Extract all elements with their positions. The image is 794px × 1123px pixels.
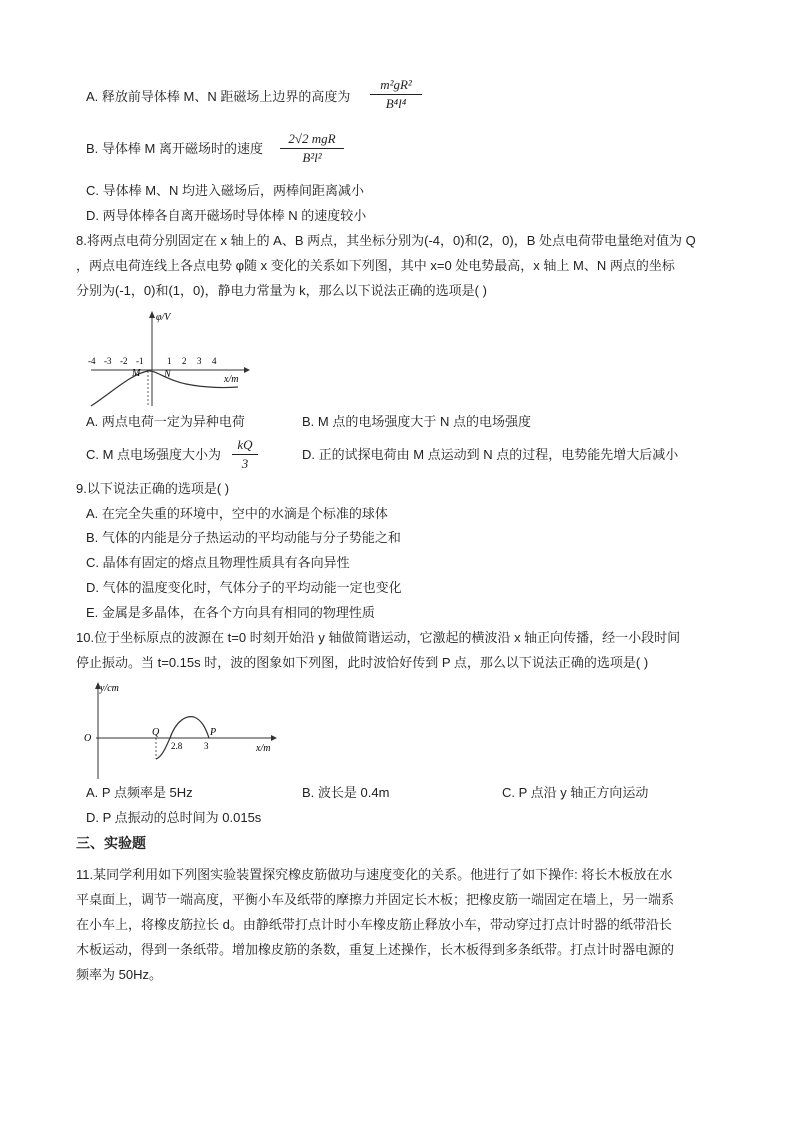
q8-tick-neg4: -4 xyxy=(88,356,96,366)
q7-option-b-fraction xyxy=(280,131,344,166)
q7-option-a: A. 释放前导体棒 M、N 距磁场上边界的高度为 xyxy=(86,89,351,104)
q10-point-p: P xyxy=(210,727,217,738)
q10-y-label: y/cm xyxy=(100,683,119,694)
q10-origin-label: O xyxy=(84,733,92,744)
q8-tick-neg3: -3 xyxy=(104,356,112,366)
q7-option-c: C. 导体棒 M、N 均进入磁场后，两棒间距离减小 xyxy=(86,183,365,198)
q8-option-a: A. 两点电荷一定为异种电荷 xyxy=(86,414,245,429)
q8-y-label: φ/V xyxy=(156,312,171,323)
q11-line4: 木板运动，得到一条纸带。增加橡皮筋的条数，重复上述操作，长木板得到多条纸带。打点计时器电源的 xyxy=(76,942,675,957)
q7-a-denominator: B⁴l⁴ xyxy=(385,96,407,111)
q8-tick-2: 2 xyxy=(182,356,187,366)
q9-option-c: C. 晶体有固定的熔点且物理性质具有各向异性 xyxy=(86,555,350,570)
q10-tick-3: 3 xyxy=(204,741,209,751)
q7-b-denominator: B²l² xyxy=(302,150,322,165)
q8-tick-3: 3 xyxy=(197,356,202,366)
q9-option-a: A. 在完全失重的环境中，空中的水滴是个标准的球体 xyxy=(86,506,388,521)
q8-potential-figure xyxy=(86,308,256,408)
q8-tick-neg1: -1 xyxy=(136,356,144,366)
q7-option-a-fraction xyxy=(370,77,422,112)
q10-wave-figure xyxy=(86,677,286,781)
q8-c-numerator: kQ xyxy=(232,437,258,455)
q8-x-label: x/m xyxy=(224,374,239,385)
q9-option-e: E. 金属是多晶体，在各个方向具有相同的物理性质 xyxy=(86,605,375,620)
q10-option-b: B. 波长是 0.4m xyxy=(302,785,390,800)
q8-stem-line1: 8.将两点电荷分别固定在 x 轴上的 A、B 两点，其坐标分别为(-4，0)和(2，0)，B 处点电荷带电量绝对值为 Q xyxy=(76,233,696,248)
q7-option-b: B. 导体棒 M 离开磁场时的速度 xyxy=(86,141,263,156)
q7-a-numerator: m²gR² xyxy=(370,77,422,95)
q9-stem: 9.以下说法正确的选项是( ) xyxy=(76,481,230,496)
q8-stem-line3: 分别为(-1，0)和(1，0)，静电力常量为 k，那么以下说法正确的选项是( ) xyxy=(76,283,487,298)
q8-tick-1: 1 xyxy=(167,356,172,366)
q8-stem-line2: ，两点电荷连线上各点电势 φ随 x 变化的关系如下列图，其中 x=0 处电势最高，x 轴上 M、N 两点的坐标 xyxy=(76,258,675,273)
q8-tick-neg2: -2 xyxy=(120,356,128,366)
q10-stem-line1: 10.位于坐标原点的波源在 t=0 时刻开始沿 y 轴做简谐运动，它激起的横波沿 x 轴正向传播，经一小段时间 xyxy=(76,630,681,645)
q10-tick-2-8: 2.8 xyxy=(171,741,183,751)
q8-option-b: B. M 点的电场强度大于 N 点的电场强度 xyxy=(302,414,531,429)
q8-y-arrow xyxy=(149,311,155,318)
q8-tick-4: 4 xyxy=(212,356,217,366)
q7-b-numerator: 2√2 mgR xyxy=(280,131,344,149)
q10-point-q: Q xyxy=(152,727,160,738)
q10-x-arrow xyxy=(271,735,277,741)
q10-option-d: D. P 点振动的总时间为 0.015s xyxy=(86,810,262,825)
q10-x-label: x/m xyxy=(256,743,271,754)
q8-c-denominator: 3 xyxy=(241,456,249,471)
q8-point-m: M xyxy=(132,368,141,379)
q8-option-c-fraction xyxy=(232,437,258,472)
q10-stem-line2: 停止振动。当 t=0.15s 时，波的图象如下列图，此时波恰好传到 P 点，那么以下说法正确的选项是( ) xyxy=(76,655,649,670)
q8-option-d: D. 正的试探电荷由 M 点运动到 N 点的过程，电势能先增大后减小 xyxy=(302,447,679,462)
q10-option-a: A. P 点频率是 5Hz xyxy=(86,785,193,800)
q11-line5: 频率为 50Hz。 xyxy=(76,967,162,982)
q10-option-c: C. P 点沿 y 轴正方向运动 xyxy=(502,785,649,800)
q11-line1: 11.某同学利用如下列图实验装置探究橡皮筋做功与速度变化的关系。他进行了如下操作: 将长木板放在水 xyxy=(76,867,673,882)
q8-point-n: N xyxy=(164,369,171,380)
q7-option-d: D. 两导体棒各自离开磁场时导体棒 N 的速度较小 xyxy=(86,208,367,223)
q8-option-c: C. M 点电场强度大小为 xyxy=(86,447,222,462)
section-heading-experiment: 三、实验题 xyxy=(76,835,146,851)
q9-option-d: D. 气体的温度变化时，气体分子的平均动能一定也变化 xyxy=(86,580,402,595)
q11-line3: 在小车上，将橡皮筋拉长 d。由静纸带打点计时小车橡皮筋止释放小车，带动穿过打点计时器的纸带沿长 xyxy=(76,917,672,932)
q8-x-arrow xyxy=(244,367,250,373)
q9-option-b: B. 气体的内能是分子热运动的平均动能与分子势能之和 xyxy=(86,530,401,545)
q11-line2: 平桌面上，调节一端高度，平衡小车及纸带的摩擦力并固定长木板；把橡皮筋一端固定在墙上，另一端系 xyxy=(76,892,675,907)
